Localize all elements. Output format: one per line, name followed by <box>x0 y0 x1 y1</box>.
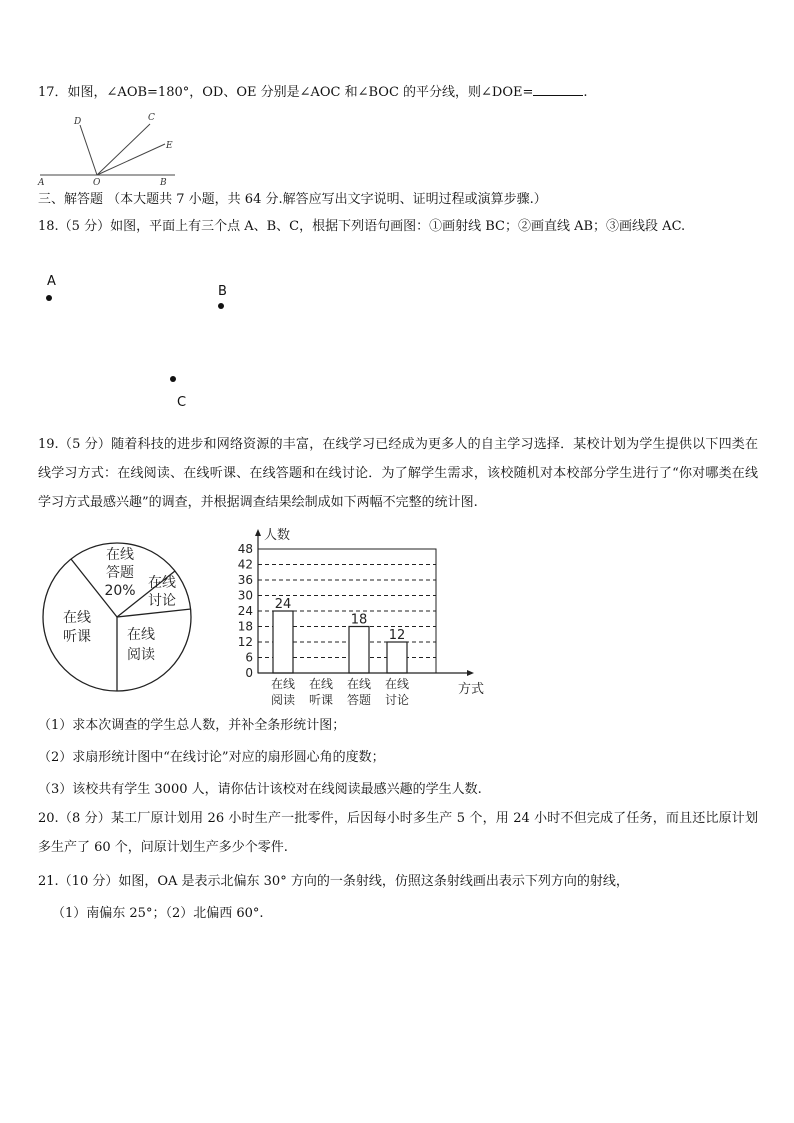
pie-label-answer-1: 在线 <box>106 547 134 563</box>
pie-label-listen-1: 在线 <box>63 610 91 626</box>
x-category-label: 在线 <box>270 677 296 691</box>
q18-point-a[interactable] <box>46 295 52 301</box>
q17-label-e: E <box>166 141 173 151</box>
pie-label-listen-2: 听课 <box>63 629 91 645</box>
pie-chart <box>38 538 196 696</box>
q17-label-d: D <box>74 117 82 127</box>
x-category-label: 讨论 <box>384 693 410 707</box>
y-tick-label: 30 <box>237 588 253 603</box>
q21-sub: （1）南偏东 25°；（2）北偏西 60°. <box>52 906 264 921</box>
q19-text: 19.（5 分）随着科技的进步和网络资源的丰富，在线学习已经成为更多人的自主学习选择．某校计划为学生提供以下四类在线学习方式：在线阅读、在线听课、在线答题和在线讨论．为了解学生需求，该校随机对本校部分学生进行了“你对哪类在线学习方式最感兴趣”的调查，并根据调查结果绘制成如下两幅不完整的统计图. <box>38 437 758 510</box>
bar-value-label: 18 <box>350 612 368 628</box>
bar-chart <box>228 525 490 710</box>
y-tick-label: 6 <box>245 650 253 665</box>
q19-sub-2: （2）求扇形统计图中“在线讨论”对应的扇形圆心角的度数； <box>38 750 385 765</box>
q17-text <box>38 83 588 102</box>
x-category-label: 在线 <box>384 677 410 691</box>
q18-point-c[interactable] <box>170 376 176 382</box>
q17-label-a: A <box>38 178 45 188</box>
section-3-header: 三、解答题 （本大题共 7 小题，共 64 分.解答应写出文字说明、证明过程或演算步骤.） <box>38 192 547 207</box>
y-tick-label: 42 <box>237 557 253 572</box>
x-category-label: 答题 <box>346 693 372 707</box>
y-tick-label: 18 <box>237 619 253 634</box>
bar-value-label: 12 <box>388 628 406 643</box>
q18-text: 18.（5 分）如图，平面上有三个点 A、B、C，根据下列语句画图：①画射线 BC；②画直线 AB；③画线段 AC. <box>38 219 686 234</box>
y-tick-label: 12 <box>237 635 253 649</box>
x-axis-arrow <box>467 670 474 676</box>
y-axis-label: 人数 <box>264 528 291 543</box>
x-category-label: 阅读 <box>270 693 296 707</box>
y-axis-arrow <box>255 529 261 536</box>
q17-label-o: O <box>93 178 101 188</box>
q19-sub-3: （3）该校共有学生 3000 人，请你估计该校对在线阅读最感兴趣的学生人数. <box>38 782 482 797</box>
q17-angle-figure <box>30 108 190 188</box>
bar-在线答题 <box>349 627 369 674</box>
q19-sub-1: （1）求本次调查的学生总人数，并补全条形统计图； <box>38 718 346 733</box>
x-category-label: 在线 <box>308 677 334 691</box>
bar-在线阅读 <box>273 611 293 673</box>
q21-text: 21.（10 分）如图，OA 是表示北偏东 30° 方向的一条射线，仿照这条射线画出表示下列方向的射线， <box>38 874 629 889</box>
q17-end: . <box>583 85 588 100</box>
q18-points-figure[interactable] <box>30 265 250 415</box>
q17-stem: 17．如图，∠AOB=180°，OD、OE 分别是∠AOC 和∠BOC 的平分线，则∠DOE= <box>38 85 534 100</box>
pie-label-read-1: 在线 <box>127 627 155 643</box>
y-tick-label: 24 <box>237 604 253 618</box>
q18-label-b: B <box>218 284 227 299</box>
x-category-label: 在线 <box>346 677 372 691</box>
pie-label-discuss-2: 讨论 <box>148 593 176 609</box>
q18-label-c: C <box>177 395 187 410</box>
q17-label-c: C <box>148 113 155 123</box>
pie-label-discuss-1: 在线 <box>148 575 176 591</box>
y-tick-label: 0 <box>245 666 253 680</box>
pie-label-answer-pct: 20% <box>104 583 136 599</box>
pie-label-answer-2: 答题 <box>106 565 134 581</box>
y-tick-label: 48 <box>237 542 253 556</box>
y-tick-label: 36 <box>237 573 253 587</box>
pie-label-read-2: 阅读 <box>127 647 155 663</box>
bar-在线讨论 <box>387 642 407 673</box>
x-axis-label: 方式 <box>458 682 485 697</box>
bar-value-label: 24 <box>274 597 292 612</box>
q17-label-b: B <box>160 178 167 188</box>
q18-label-a: A <box>47 274 56 289</box>
q20-text: 20.（8 分）某工厂原计划用 26 小时生产一批零件，后因每小时多生产 5 个，用 24 小时不但完成了任务，而且还比原计划多生产了 60 个，问原计划生产多少个零件. <box>38 811 758 855</box>
x-category-label: 听课 <box>308 693 334 707</box>
q17-answer-blank[interactable] <box>533 83 583 96</box>
q18-point-b[interactable] <box>218 303 224 309</box>
